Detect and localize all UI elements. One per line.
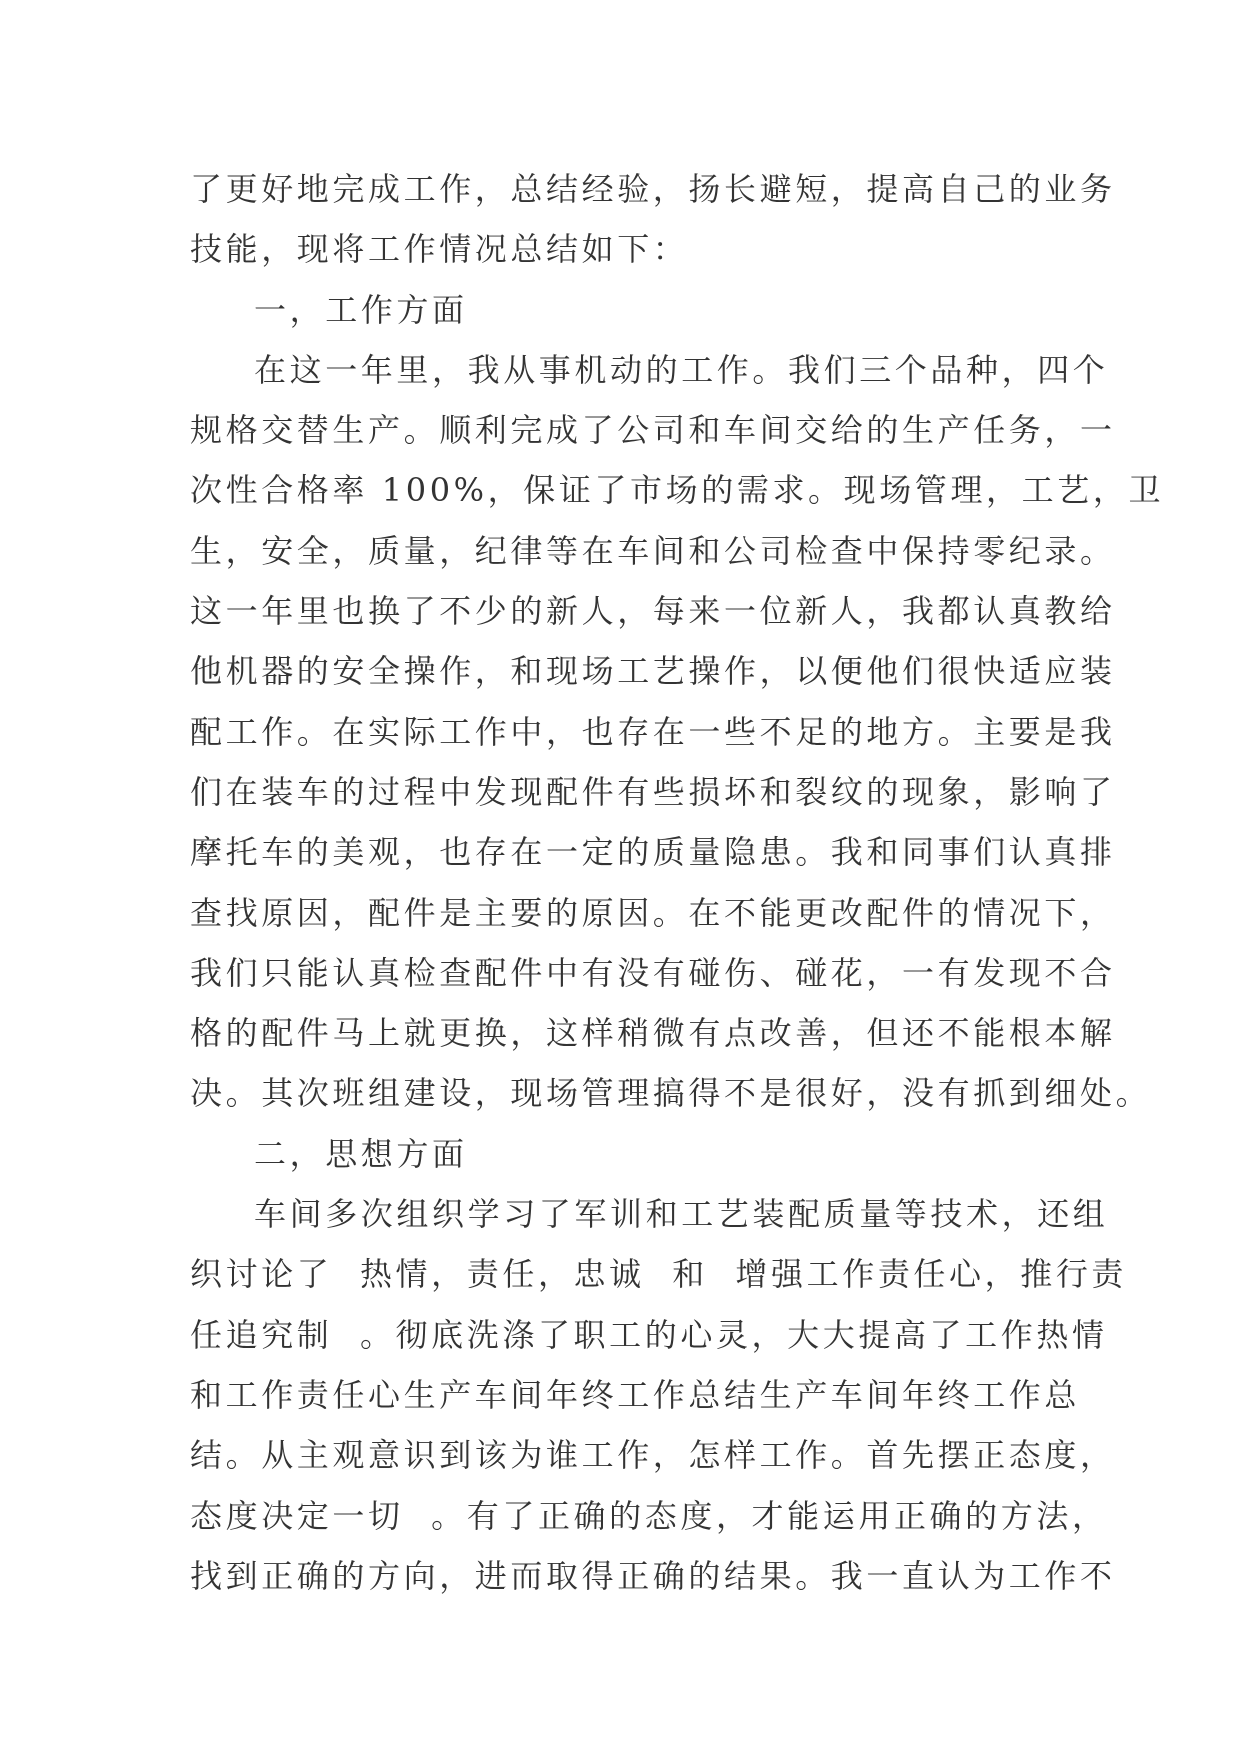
text-line: 了更好地完成工作，总结经验，扬长避短，提高自己的业务 xyxy=(190,170,1116,208)
text-line: 生，安全，质量，纪律等在车间和公司检查中保持零纪录。 xyxy=(190,531,1116,570)
text-line: 态度决定一切 。有了正确的态度，才能运用正确的方法， xyxy=(190,1496,1108,1535)
text-line: 次性合格率 100%，保证了市场的需求。现场管理，工艺，卫 xyxy=(190,471,1165,510)
text-line: 找到正确的方向，进而取得正确的结果。我一直认为工作不 xyxy=(190,1556,1116,1595)
text-line: 他机器的安全操作，和现场工艺操作，以便他们很快适应装 xyxy=(190,652,1116,691)
text-line: 任追究制 。彻底洗涤了职工的心灵，大大提高了工作热情 xyxy=(190,1315,1108,1354)
text-line: 和工作责任心生产车间年终工作总结生产车间年终工作总 xyxy=(190,1375,1081,1414)
text-line: 结。从主观意识到该为谁工作，怎样工作。首先摆正态度， xyxy=(190,1436,1116,1475)
text-line: 规格交替生产。顺利完成了公司和车间交给的生产任务，一 xyxy=(190,411,1116,450)
text-line: 织讨论了 热情，责任，忠诚 和 增强工作责任心，推行责 xyxy=(190,1255,1128,1294)
text-line: 们在装车的过程中发现配件有些损坏和裂纹的现象，影响了 xyxy=(190,772,1116,811)
section-heading-work: 一，工作方面 xyxy=(254,290,468,329)
section-heading-thought: 二，思想方面 xyxy=(254,1134,468,1173)
text-line: 决。其次班组建设，现场管理搞得不是很好，没有抓到细处。 xyxy=(190,1074,1152,1113)
text-line: 配工作。在实际工作中，也存在一些不足的地方。主要是我 xyxy=(190,712,1116,751)
text-line: 我们只能认真检查配件中有没有碰伤、碰花，一有发现不合 xyxy=(190,953,1116,992)
text-line: 在这一年里，我从事机动的工作。我们三个品种，四个 xyxy=(254,350,1109,389)
text-line: 技能，现将工作情况总结如下： xyxy=(190,230,689,269)
body-text xyxy=(190,159,1165,1606)
text-line: 格的配件马上就更换，这样稍微有点改善，但还不能根本解 xyxy=(190,1014,1116,1053)
text-line: 摩托车的美观，也存在一定的质量隐患。我和同事们认真排 xyxy=(190,833,1116,872)
text-line: 查找原因，配件是主要的原因。在不能更改配件的情况下， xyxy=(190,893,1116,932)
text-line: 这一年里也换了不少的新人，每来一位新人，我都认真教给 xyxy=(190,592,1116,631)
text-line: 车间多次组织学习了军训和工艺装配质量等技术，还组 xyxy=(254,1195,1109,1234)
